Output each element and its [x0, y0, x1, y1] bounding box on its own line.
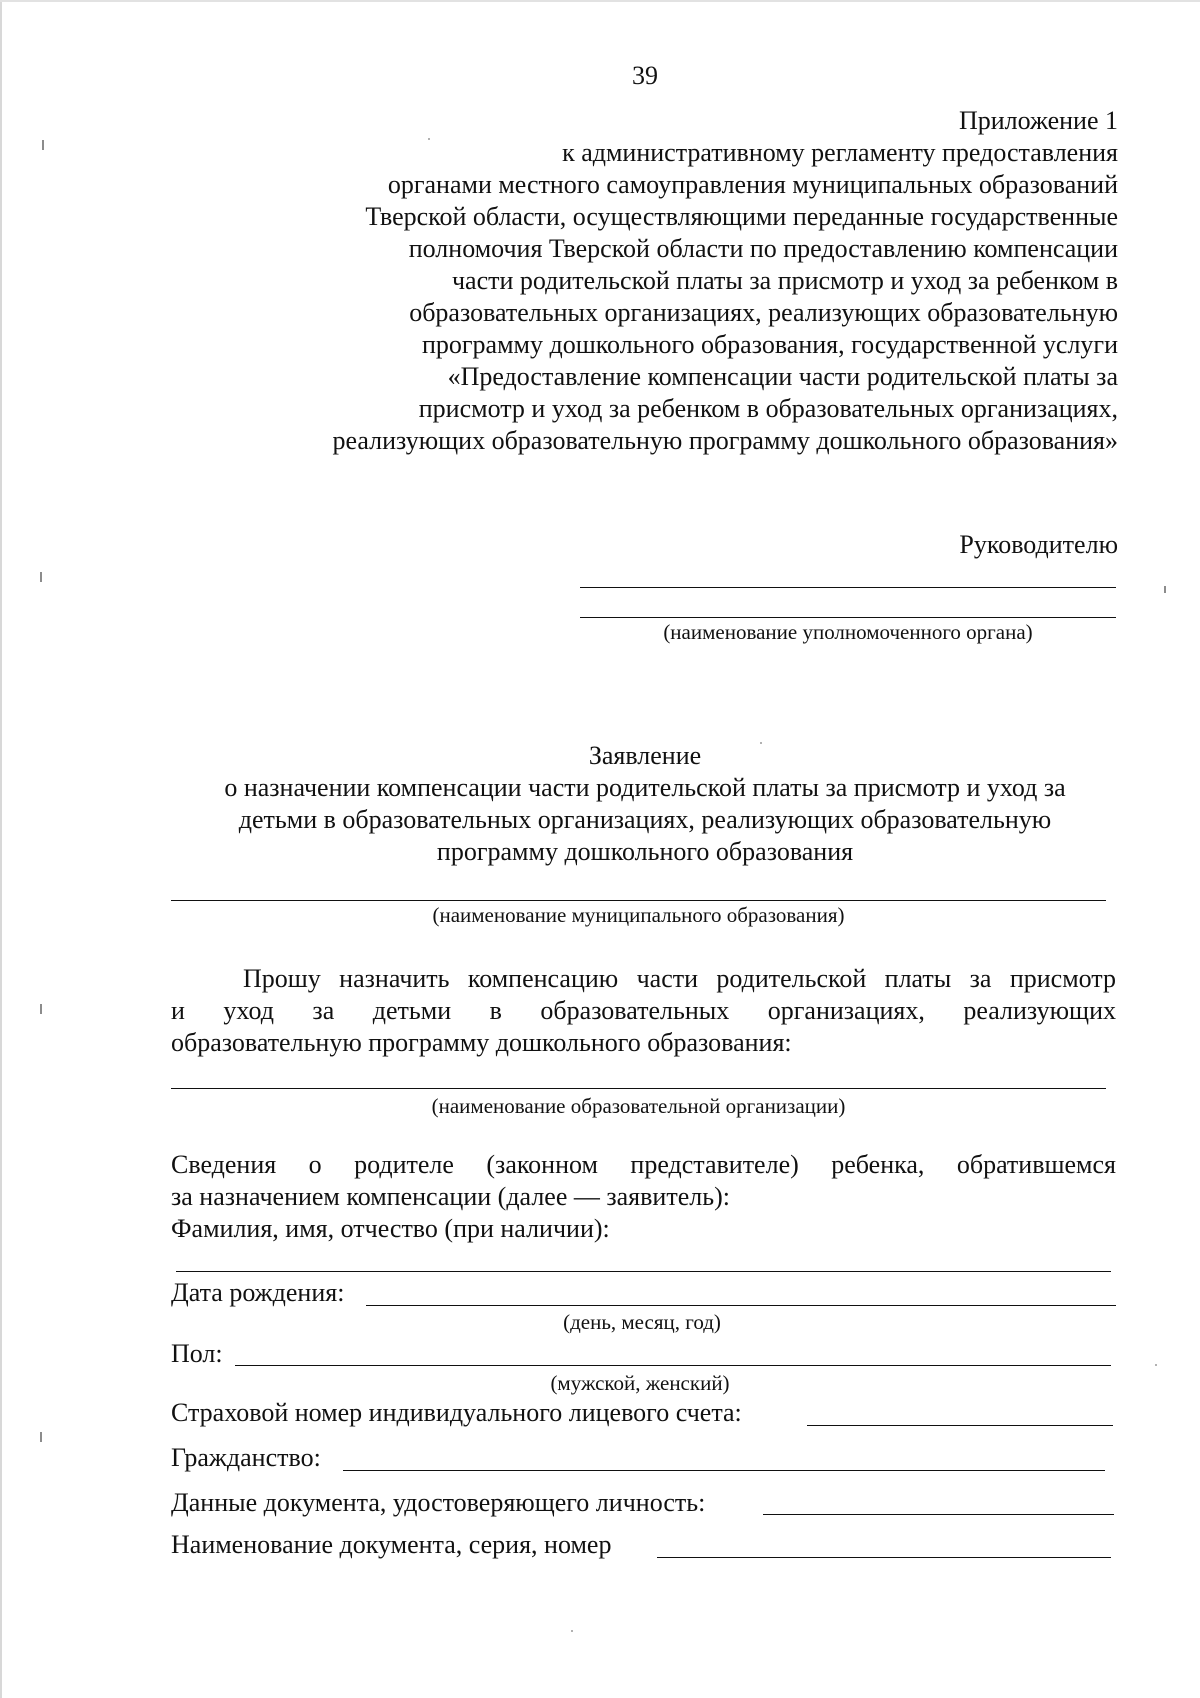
citizenship-label: Гражданство:	[171, 1443, 321, 1472]
scan-speck	[760, 742, 762, 744]
statement-subtitle-line: о назначении компенсации части родительской платы за присмотр и уход за	[224, 773, 1066, 802]
statement-subtitle-line: программу дошкольного образования	[436, 837, 854, 866]
id-document-label: Данные документа, удостоверяющего личность:	[171, 1488, 706, 1517]
request-line: образовательную программу дошкольного образования:	[171, 1028, 792, 1057]
appendix-line: части родительской платы за присмотр и уход за ребенком в	[451, 266, 1118, 295]
appendix-heading: Приложение 1	[958, 106, 1118, 135]
request-paragraph	[171, 963, 1116, 1059]
sex-caption: (мужской, женский)	[550, 1371, 730, 1395]
appendix-line: присмотр и уход за ребенком в образовательных организациях,	[418, 394, 1118, 423]
statement-title: Заявление	[588, 741, 702, 770]
scan-speck	[571, 1630, 573, 1632]
appendix-line: образовательных организациях, реализующих образовательную	[409, 298, 1118, 327]
statement-header	[170, 740, 1120, 868]
appendix-line: реализующих образовательную программу дошкольного образования»	[332, 426, 1118, 455]
scan-speck	[40, 1432, 42, 1442]
full-name-blank-line[interactable]	[176, 1271, 1111, 1272]
applicant-intro-line: Сведения о родителе (законном представителе) ребенка, обратившемся	[171, 1150, 1116, 1179]
scan-speck	[428, 138, 430, 140]
statement-subtitle-line: детьми в образовательных организациях, реализующих образовательную	[238, 805, 1052, 834]
scan-speck	[40, 572, 42, 582]
sex-label: Пол:	[171, 1339, 223, 1368]
organization-caption: (наименование образовательной организации)	[431, 1094, 846, 1118]
sex-blank-line[interactable]	[235, 1365, 1111, 1366]
appendix-line: программу дошкольного образования, государственной услуги	[421, 330, 1118, 359]
scan-speck	[1155, 1364, 1157, 1366]
addressee-label: Руководителю	[959, 530, 1118, 559]
id-document-blank-line[interactable]	[763, 1514, 1114, 1515]
scan-top-edge	[0, 0, 1200, 2]
appendix-line: «Предоставление компенсации части родительской платы за	[447, 362, 1118, 391]
applicant-intro-line: за назначением компенсации (далее — заявитель):	[171, 1182, 730, 1211]
birth-date-caption: (день, месяц, год)	[563, 1310, 721, 1334]
scan-left-edge	[0, 0, 2, 1698]
birth-date-label: Дата рождения:	[171, 1278, 345, 1307]
municipality-blank-line[interactable]	[171, 900, 1106, 901]
full-name-label: Фамилия, имя, отчество (при наличии):	[171, 1214, 610, 1243]
appendix-line: Тверской области, осуществляющими переданные государственные	[365, 202, 1118, 231]
authority-name-caption: (наименование уполномоченного органа)	[663, 620, 1033, 644]
appendix-line: к административному регламенту предоставления	[562, 138, 1118, 167]
appendix-header	[218, 105, 1118, 457]
organization-blank-line[interactable]	[171, 1088, 1106, 1089]
id-document-name-blank-line[interactable]	[657, 1557, 1111, 1558]
id-document-name-label: Наименование документа, серия, номер	[171, 1530, 612, 1559]
appendix-line: органами местного самоуправления муниципальных образований	[387, 170, 1118, 199]
citizenship-blank-line[interactable]	[343, 1470, 1105, 1471]
addressee-blank-line-1[interactable]	[580, 587, 1116, 588]
scan-speck	[40, 1004, 42, 1014]
applicant-intro	[171, 1149, 1116, 1213]
scan-speck	[42, 140, 44, 150]
page-number: 39	[632, 61, 658, 90]
appendix-line: полномочия Тверской области по предоставлению компенсации	[408, 234, 1118, 263]
birth-date-blank-line[interactable]	[366, 1305, 1116, 1306]
snils-blank-line[interactable]	[807, 1425, 1113, 1426]
scan-speck	[1164, 586, 1166, 593]
addressee-blank-line-2[interactable]	[580, 617, 1116, 618]
request-line: и уход за детьми в образовательных организациях, реализующих	[171, 996, 1116, 1025]
municipality-caption: (наименование муниципального образования)	[432, 903, 845, 927]
request-line: Прошу назначить компенсацию части родительской платы за присмотр	[243, 964, 1116, 993]
snils-label: Страховой номер индивидуального лицевого счета:	[171, 1398, 742, 1427]
